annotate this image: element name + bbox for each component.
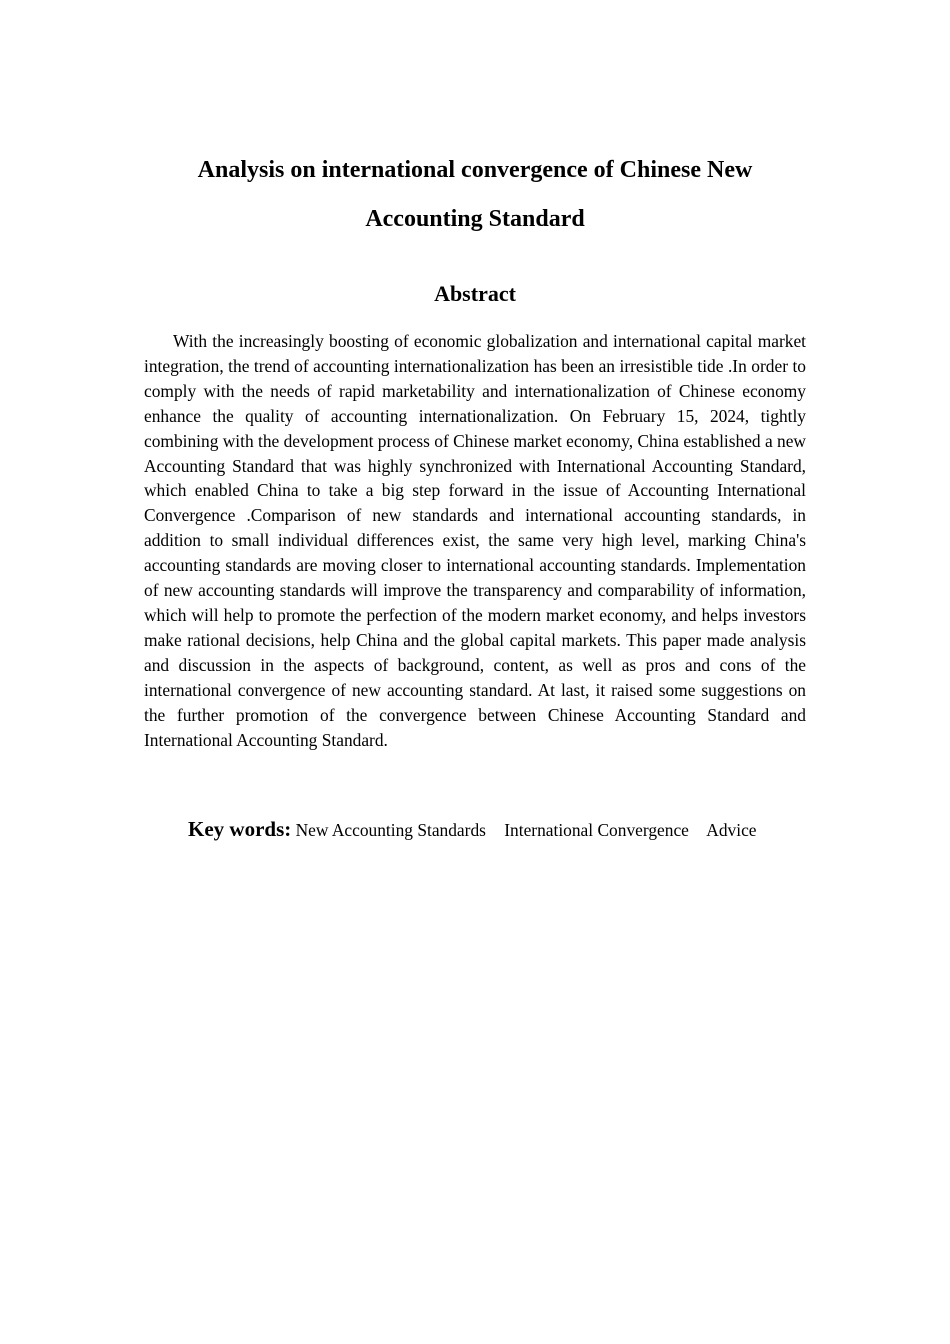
keyword-item: Advice bbox=[706, 820, 757, 840]
paper-title: Analysis on international convergence of Chinese New Accounting Standard bbox=[197, 157, 753, 232]
abstract-body: With the increasingly boosting of economic globalization and international capital market integration, the trend of accounting internationalization has been an irresistible tide .In order to comply with the needs of rapid marketability and internationalization of Chinese economy enhance the quality of accounting internationalization. On February 15, 2024, tightly combining with the development process of Chinese market economy, China established a new Accounting Standard that was highly synchronized with International Accounting Standard, which enabled China to take a big step forward in the issue of Accounting International Convergence .Comparison of new standards and international accounting standards, in addition to small individual differences exist, the same very high level, marking China's accounting standards are moving closer to international accounting standards. Implementation of new accounting standards will improve the transparency and comparability of information, which will help to promote the perfection of the modern market economy, and helps investors make rational decisions, help China and the global capital markets. This paper made analysis and discussion in the aspects of background, content, as well as pros and cons of the international convergence of new accounting standard. At last, it raised some suggestions on the further promotion of the convergence between Chinese Accounting Standard and International Accounting Standard. bbox=[144, 331, 806, 750]
abstract-heading: Abstract bbox=[434, 281, 516, 306]
keyword-item: International Convergence bbox=[504, 820, 689, 840]
keyword-item: New Accounting Standards bbox=[295, 820, 486, 840]
keywords-line bbox=[188, 815, 808, 844]
keywords-label: Key words: bbox=[188, 817, 292, 841]
